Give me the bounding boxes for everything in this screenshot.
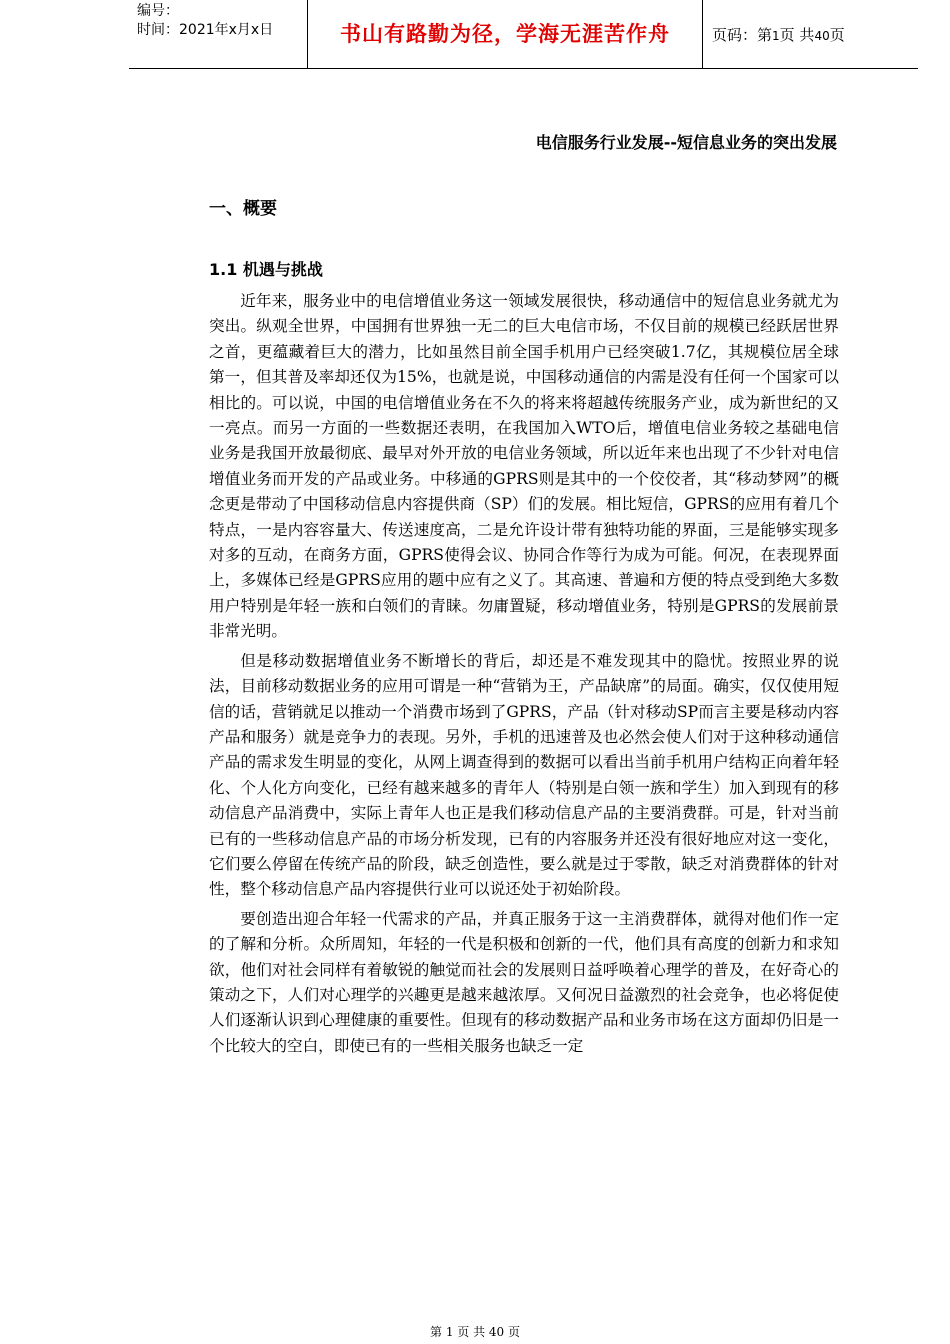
paragraph: 近年来，服务业中的电信增值业务这一领域发展很快，移动通信中的短信息业务就尤为突出。纵观全世界，中国拥有世界独一无二的巨大电信市场，不仅目前的规模已经跃居世界之首，更蕴藏着巨大的潜力，比如虽然目前全国手机用户已经突破1.7亿，其规模位居全球第一，但其普及率却还仅为15%，也就是说，中国移动通信的内需是没有任何一个国家可以相比的。可以说，中国的电信增值业务在不久的将来将超越传统服务产业，成为新世纪的又一亮点。而另一方面的一些数据还表明，在我国加入WTO后，增值电信业务较之基础电信业务是我国开放最彻底、最早对外开放的电信业务领域，所以近年来也出现了不少针对电信增值业务而开发的产品或业务。中移通的GPRS则是其中的一个佼佼者，其“移动梦网”的概念更是带动了中国移动信息内容提供商（SP）们的发展。相比短信，GPRS的应用有着几个特点，一是内容容量大、传送速度高，二是允许设计带有独特功能的界面，三是能够实现多对多的互动，在商务方面，GPRS使得会议、协同合作等行为成为可能。何况，在表现界面上，多媒体已经是GPRS应用的题中应有之义了。其高速、普遍和方便的特点受到绝大多数用户特别是年轻一族和白领们的青睐。勿庸置疑，移动增值业务，特别是GPRS的发展前景非常光明。 bbox=[209, 292, 839, 641]
paragraph: 但是移动数据增值业务不断增长的背后，却还是不难发现其中的隐忧。按照业界的说法，目前移动数据业务的应用可谓是一种“营销为王，产品缺席”的局面。确实，仅仅使用短信的话，营销就足以推动一个消费市场到了GPRS，产品（针对移动SP而言主要是移动内容产品和服务）就是竞争力的表现。另外，手机的迅速普及也必然会使人们对于这种移动通信产品的需求发生明显的变化，从网上调查得到的数据可以看出当前手机用户结构正向着年轻化、个人化方向变化，已经有越来越多的青年人（特别是白领一族和学生）加入到现有的移动信息产品消费中，实际上青年人也正是我们移动信息产品的主要消费群。可是，针对当前已有的一些移动信息产品的市场分析发现，已有的内容服务并还没有很好地应对这一变化，它们要么停留在传统产品的阶段，缺乏创造性，要么就是过于零散，缺乏对消费群体的针对性，整个移动信息产品内容提供行业可以说还处于初始阶段。 bbox=[209, 651, 839, 899]
header-page-number bbox=[712, 24, 845, 45]
document-title: 电信服务行业发展--短信息业务的突出发展 bbox=[535, 133, 837, 152]
section-heading: 一、概要 bbox=[209, 199, 277, 219]
time-label: 时间：2021年x月x日 bbox=[137, 22, 274, 38]
page-current: 1 bbox=[772, 29, 780, 43]
paragraph: 要创造出迎合年轻一代需求的产品，并真正服务于这一主消费群体，就得对他们作一定的了解和分析。众所周知，年轻的一代是积极和创新的一代，他们具有高度的创新力和求知欲，他们对社会同样有着敏锐的触觉而社会的发展则日益呼唤着心理学的普及，在好奇心的策动之下，人们对心理学的兴趣更是越来越浓厚。又何况日益激烈的社会竞争，也必将促使人们逐渐认识到心理健康的重要性。但现有的移动数据产品和业务市场在这方面却仍旧是一个比较大的空白，即使已有的一些相关服务也缺乏一定 bbox=[209, 909, 839, 1055]
header-motto: 书山有路勤为径，学海无涯苦作舟 bbox=[340, 22, 670, 46]
header-divider bbox=[702, 0, 703, 68]
page-footer: 第 1 页 共 40 页 bbox=[430, 1325, 520, 1339]
page-prefix: 页码：第 bbox=[712, 26, 773, 44]
header-meta bbox=[137, 2, 307, 66]
subsection-heading: 1.1 机遇与挑战 bbox=[209, 260, 323, 279]
page-header bbox=[129, 0, 918, 69]
page-mid: 页 共 bbox=[779, 26, 815, 44]
body-text bbox=[209, 289, 839, 1063]
page-total: 40 bbox=[814, 29, 830, 43]
number-label: 编号： bbox=[137, 3, 179, 19]
page-suffix: 页 bbox=[829, 26, 845, 44]
